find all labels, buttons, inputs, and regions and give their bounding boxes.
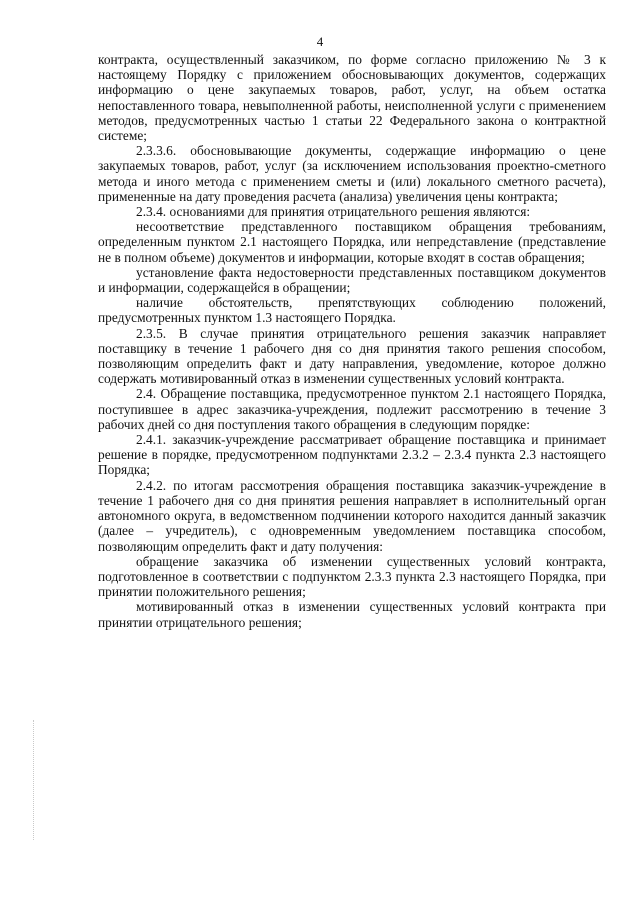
paragraph-positive-decision: обращение заказчика об изменении существенных условий контракта, подготовленное в соответствии с подпунктом 2.3.3 пункта 2.3 настоящего Порядка, при принятии положительного решения; bbox=[98, 553, 606, 600]
paragraph-2-3-4: 2.3.4. основаниями для принятия отрицательного решения являются: bbox=[136, 204, 531, 220]
paragraph-2-4-2: 2.4.2. по итогам рассмотрения обращения поставщика заказчик-учреждение в течение 1 рабочего дня со дня принятия решения направляет в исполнительный орган автономного округа, в ведомственном подчинении которого находится данный заказчик (далее – учредитель), с одновременным уведомлением поставщика способом, позволяющим определить факт и дату получения: bbox=[98, 477, 606, 554]
document-body bbox=[98, 52, 606, 630]
paragraph-nonconformity: несоответствие представленного поставщиком обращения требованиям, определенным пунктом 2.1 настоящего Порядка, или непредставление (представление не в полном объеме) документов и информации, которые входят в состав обращения; bbox=[98, 219, 606, 265]
paragraph-2-3-5: 2.3.5. В случае принятия отрицательного решения заказчик направляет поставщику в течение 1 рабочего дня со дня принятия такого решения способом, позволяющим определить факт и дату направления, уведомление, которое должно содержать мотивированный отказ в изменении существенных условий контракта. bbox=[98, 325, 606, 387]
paragraph-circumstances: наличие обстоятельств, препятствующих соблюдению положений, предусмотренных пунктом 1.3 настоящего Порядка. bbox=[98, 295, 606, 326]
scan-margin-marks bbox=[33, 720, 36, 840]
paragraph-inaccuracy: установление факта недостоверности представленных поставщиком документов и информации, содержащейся в обращении; bbox=[98, 264, 606, 296]
paragraph-2-4-1: 2.4.1. заказчик-учреждение рассматривает обращение поставщика и принимает решение в порядке, предусмотренном подпунктами 2.3.2 – 2.3.4 пункта 2.3 настоящего Порядка; bbox=[98, 432, 606, 478]
paragraph-negative-decision: мотивированный отказ в изменении существенных условий контракта при принятии отрицательного решения; bbox=[98, 599, 606, 630]
paragraph-contract-continuation: контракта, осуществленный заказчиком, по форме согласно приложению № 3 к настоящему Порядку с приложением обосновывающих документов, содержащих информацию о цене закупаемых товаров, работ, услуг, на объем остатка непоставленного товара, невыполненной работы, неисполненной услуги с применением методов, предусмотренных частью 1 статьи 22 Федерального закона о контрактной системе; bbox=[98, 52, 606, 144]
page-number: 4 bbox=[316, 34, 324, 49]
paragraph-2-3-3-6: 2.3.3.6. обосновывающие документы, содержащие информацию о цене закупаемых товаров, работ, услуг (за исключением использования проектно-сметного метода и иного метода с применением сметы и (или) локального сметного расчета), примененные на дату проведения расчета (анализа) увеличения цены контракта; bbox=[98, 143, 606, 204]
paragraph-2-4: 2.4. Обращение поставщика, предусмотренное пунктом 2.1 настоящего Порядка, поступившее в адрес заказчика-учреждения, подлежит рассмотрению в течение 3 рабочих дней со дня поступления такого обращения в следующим порядке: bbox=[98, 386, 606, 432]
